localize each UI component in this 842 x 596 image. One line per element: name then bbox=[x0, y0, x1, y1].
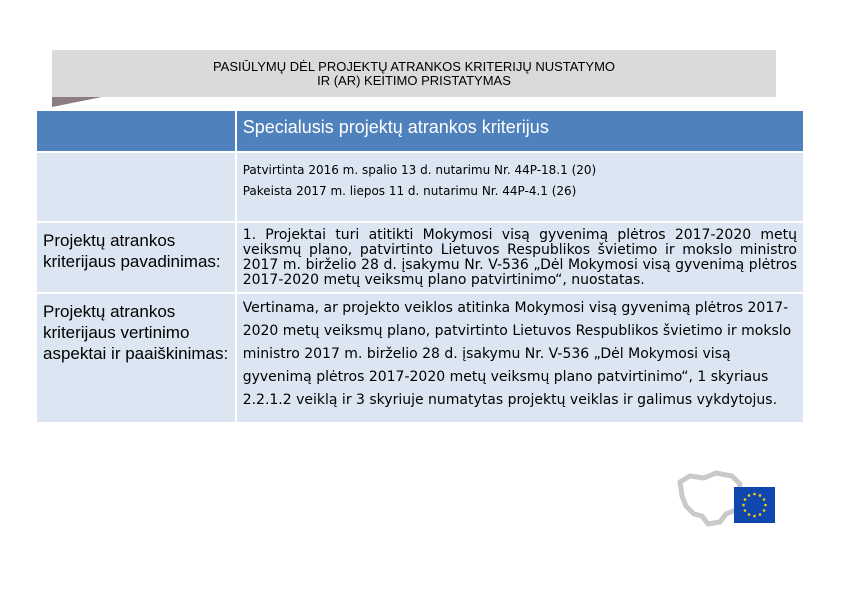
header-title-line-1: PASIŪLYMŲ DĖL PROJEKTŲ ATRANKOS KRITERIJŲ NUSTATYMO bbox=[212, 59, 616, 74]
eu-star bbox=[753, 493, 756, 496]
eu-flag bbox=[734, 487, 775, 523]
eu-star bbox=[763, 509, 766, 512]
header-wedge bbox=[52, 97, 102, 107]
eu-star bbox=[759, 494, 762, 497]
eu-star bbox=[744, 498, 747, 501]
row-label: Projektų atrankos kriterijaus pavadinimas: bbox=[36, 222, 236, 293]
table-header-row bbox=[36, 110, 804, 152]
reference-cell bbox=[236, 152, 804, 222]
table-reference-row bbox=[36, 152, 804, 222]
criteria-table bbox=[35, 109, 805, 424]
table-row bbox=[36, 293, 804, 423]
eu-star bbox=[744, 509, 747, 512]
table-title: Specialusis projektų atrankos kriterijus bbox=[236, 110, 804, 152]
header-empty-cell bbox=[36, 110, 236, 152]
row-label: Projektų atrankos kriterijaus vertinimo aspektai ir paaiškinimas: bbox=[36, 293, 236, 423]
row-text: Vertinama, ar projekto veiklos atitinka Mokymosi visą gyvenimą plėtros 2017-2020 metų veiksmų plano, patvirtinto Lietuvos Respublikos švietimo ir mokslo ministro 2017 m. birželio 28 d. įsakymu Nr. V-536 „Dėl Mokymosi visą gyvenimą plėtros 2017-2020 metų veiksmų plano patvirtinimo“, 1 skyriaus 2.2.1.2 veiklą ir 3 skyriuje numatytas projektų veiklas ir galimus vykdytojus. bbox=[236, 293, 804, 423]
table-row bbox=[36, 222, 804, 293]
eu-star bbox=[753, 515, 756, 518]
eu-star bbox=[748, 494, 751, 497]
header-band bbox=[52, 50, 776, 97]
header-title-line-2: IR (AR) KEITIMO PRISTATYMAS bbox=[317, 73, 511, 88]
amended-note: Pakeista 2017 m. liepos 11 d. nutarimu Nr. 44P-4.1 (26) bbox=[242, 184, 577, 198]
reference-empty-cell bbox=[36, 152, 236, 222]
approved-note: Patvirtinta 2016 m. spalio 13 d. nutarimu Nr. 44P-18.1 (20) bbox=[242, 163, 597, 177]
eu-star bbox=[742, 504, 745, 507]
eu-star bbox=[748, 513, 751, 516]
lithuania-map-eu-flag-icon bbox=[676, 470, 776, 528]
row-text: 1. Projektai turi atitikti Mokymosi visą gyvenimą plėtros 2017-2020 metų veiksmų plano, patvirtinto Lietuvos Respublikos švietimo ir mokslo ministro 2017 m. birželio 28 d. įsakymu Nr. V-536 „Dėl Mokymosi visą gyvenimą plėtros 2017-2020 metų veiksmų plano patvirtinimo“, nuostatas. bbox=[236, 222, 804, 293]
eu-star bbox=[759, 513, 762, 516]
eu-star bbox=[763, 498, 766, 501]
eu-star bbox=[764, 504, 767, 507]
